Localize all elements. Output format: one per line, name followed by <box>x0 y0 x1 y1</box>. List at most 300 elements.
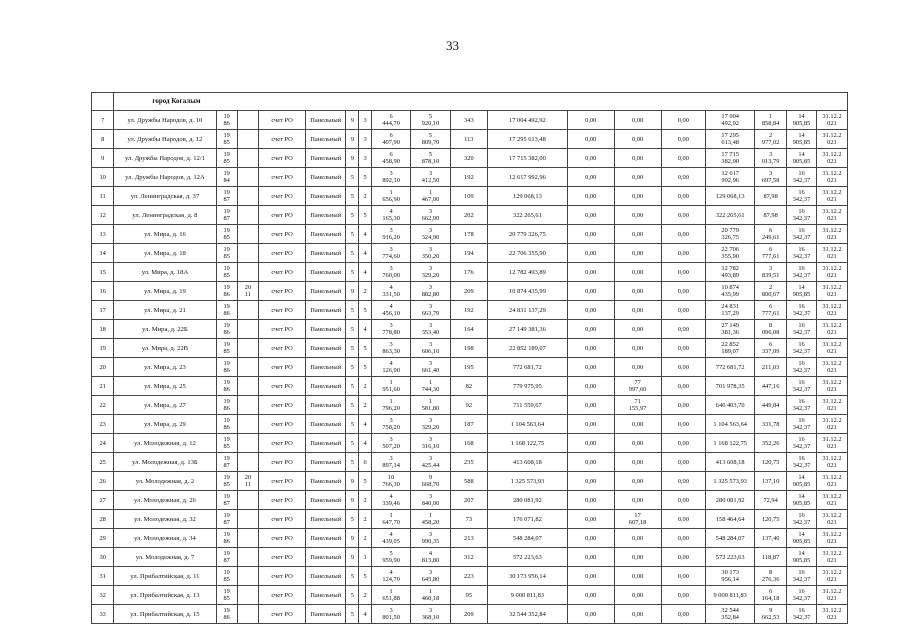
cell-address: ул. Мира, д. 27 <box>114 396 216 415</box>
cell-wall-material: Панельный <box>305 529 345 548</box>
cell-cost-per-sqm: 447,16 <box>755 377 787 396</box>
cell-living-area: 3 882,80 <box>411 282 450 301</box>
table-row <box>92 548 848 567</box>
cell-regional-funds: 0,00 <box>614 358 661 377</box>
cell-owner-funds: 30 173 956,14 <box>706 567 755 586</box>
table-row <box>92 263 848 282</box>
cell-federal-funds: 0,00 <box>567 301 614 320</box>
cell-owner-funds: 158 464,64 <box>706 510 755 529</box>
page-number: 33 <box>446 38 459 53</box>
table-row <box>92 472 848 491</box>
cell-floors: 5 <box>346 396 359 415</box>
cell-cost-per-sqm: 6 337,09 <box>755 339 787 358</box>
cell-wall-material: Панельный <box>305 320 345 339</box>
cell-address: ул. Мира, д. 25 <box>114 377 216 396</box>
cell-total-cost: 20 779 326,75 <box>487 225 567 244</box>
cell-entrances: 6 <box>359 453 372 472</box>
cell-regional-funds: 0,00 <box>614 339 661 358</box>
cell-entrances: 3 <box>359 111 372 130</box>
cell-total-area: 3 916,20 <box>371 225 410 244</box>
cell-wall-material: Панельный <box>305 301 345 320</box>
cell-year-built: 19 85 <box>216 149 237 168</box>
cell-max-cost-per-sqm: 16 342,37 <box>787 263 817 282</box>
cell-total-cost: 413 608,18 <box>487 453 567 472</box>
cell-wall-material: Панельный <box>305 111 345 130</box>
cell-total-cost: 27 149 381,36 <box>487 320 567 339</box>
table-row <box>92 282 848 301</box>
cell-entrances: 2 <box>359 491 372 510</box>
cell-regional-funds: 0,00 <box>614 282 661 301</box>
cell-total-area: 4 331,50 <box>371 282 410 301</box>
cell-regional-funds: 0,00 <box>614 320 661 339</box>
cell-floors: 5 <box>346 434 359 453</box>
table-row <box>92 244 848 263</box>
cell-total-cost: 12 782 493,89 <box>487 263 567 282</box>
table-row <box>92 586 848 605</box>
cell-owner-funds: 9 000 811,83 <box>706 586 755 605</box>
cell-local-funds: 0,00 <box>661 168 706 187</box>
cell-federal-funds: 0,00 <box>567 548 614 567</box>
cell-total-cost: 129 068,13 <box>487 187 567 206</box>
cell-cost-per-sqm: 72,94 <box>755 491 787 510</box>
cell-completion-date: 31.12.2 021 <box>816 225 847 244</box>
cell-address: ул. Мира, д. 19 <box>114 282 216 301</box>
cell-wall-material: Панельный <box>305 605 345 624</box>
cell-year-commissioned: 20 11 <box>237 472 258 491</box>
table-row <box>92 510 848 529</box>
cell-floors: 5 <box>346 301 359 320</box>
cell-max-cost-per-sqm: 16 342,37 <box>787 225 817 244</box>
cell-fund-method: счет РО <box>259 168 306 187</box>
cell-row-number: 30 <box>92 548 114 567</box>
cell-federal-funds: 0,00 <box>567 187 614 206</box>
cell-row-number: 26 <box>92 472 114 491</box>
cell-floors: 5 <box>346 225 359 244</box>
cell-owner-funds: 24 831 137,29 <box>706 301 755 320</box>
cell-wall-material: Панельный <box>305 244 345 263</box>
cell-address: ул. Прибалтийская, д. 13 <box>114 586 216 605</box>
cell-residents: 164 <box>450 320 487 339</box>
cell-regional-funds: 0,00 <box>614 567 661 586</box>
cell-fund-method: счет РО <box>259 605 306 624</box>
cell-living-area: 4 813,80 <box>411 548 450 567</box>
cell-wall-material: Панельный <box>305 491 345 510</box>
buildings-table <box>91 92 848 624</box>
cell-total-area: 3 774,60 <box>371 244 410 263</box>
cell-local-funds: 0,00 <box>661 377 706 396</box>
cell-total-area: 10 766,30 <box>371 472 410 491</box>
cell-federal-funds: 0,00 <box>567 510 614 529</box>
cell-federal-funds: 0,00 <box>567 225 614 244</box>
cell-year-commissioned <box>237 111 258 130</box>
cell-residents: 213 <box>450 529 487 548</box>
cell-entrances: 5 <box>359 339 372 358</box>
cell-floors: 5 <box>346 263 359 282</box>
cell-completion-date: 31.12.2 021 <box>816 130 847 149</box>
cell-year-commissioned <box>237 567 258 586</box>
cell-wall-material: Панельный <box>305 567 345 586</box>
cell-local-funds: 0,00 <box>661 301 706 320</box>
cell-address: ул. Молодежная, д. 12 <box>114 434 216 453</box>
cell-max-cost-per-sqm: 14 905,85 <box>787 491 817 510</box>
cell-row-number: 29 <box>92 529 114 548</box>
cell-completion-date: 31.12.2 021 <box>816 396 847 415</box>
cell-total-cost: 548 284,07 <box>487 529 567 548</box>
cell-fund-method: счет РО <box>259 472 306 491</box>
cell-entrances: 3 <box>359 130 372 149</box>
cell-local-funds: 0,00 <box>661 149 706 168</box>
cell-total-area: 1 656,90 <box>371 187 410 206</box>
table-row <box>92 605 848 624</box>
cell-address: ул. Дружбы Народов, д. 12А <box>114 168 216 187</box>
cell-total-area: 4 165,30 <box>371 206 410 225</box>
cell-address: ул. Мира, д. 16 <box>114 225 216 244</box>
cell-regional-funds: 77 997,60 <box>614 377 661 396</box>
cell-federal-funds: 0,00 <box>567 282 614 301</box>
cell-row-number: 31 <box>92 567 114 586</box>
cell-total-area: 4 439,05 <box>371 529 410 548</box>
cell-entrances: 4 <box>359 605 372 624</box>
cell-regional-funds: 0,00 <box>614 301 661 320</box>
cell-owner-funds: 12 617 992,96 <box>706 168 755 187</box>
cell-cost-per-sqm: 1 858,84 <box>755 111 787 130</box>
cell-fund-method: счет РО <box>259 301 306 320</box>
cell-wall-material: Панельный <box>305 339 345 358</box>
cell-entrances: 2 <box>359 510 372 529</box>
cell-local-funds: 0,00 <box>661 111 706 130</box>
cell-owner-funds: 322 265,61 <box>706 206 755 225</box>
table-row <box>92 491 848 510</box>
cell-floors: 5 <box>346 244 359 263</box>
cell-living-area: 3 412,50 <box>411 168 450 187</box>
cell-year-built: 19 86 <box>216 529 237 548</box>
cell-residents: 192 <box>450 301 487 320</box>
cell-completion-date: 31.12.2 021 <box>816 301 847 320</box>
cell-fund-method: счет РО <box>259 586 306 605</box>
cell-cost-per-sqm: 352,26 <box>755 434 787 453</box>
cell-regional-funds: 0,00 <box>614 263 661 282</box>
cell-fund-method: счет РО <box>259 396 306 415</box>
cell-max-cost-per-sqm: 16 342,37 <box>787 377 817 396</box>
cell-owner-funds: 32 544 352,84 <box>706 605 755 624</box>
cell-row-number: 11 <box>92 187 114 206</box>
cell-local-funds: 0,00 <box>661 206 706 225</box>
cell-year-commissioned <box>237 301 258 320</box>
cell-federal-funds: 0,00 <box>567 377 614 396</box>
cell-federal-funds: 0,00 <box>567 472 614 491</box>
cell-total-cost: 9 000 811,83 <box>487 586 567 605</box>
cell-floors: 5 <box>346 339 359 358</box>
cell-total-area: 4 124,70 <box>371 567 410 586</box>
cell-total-area: 3 863,30 <box>371 339 410 358</box>
cell-local-funds: 0,00 <box>661 225 706 244</box>
cell-fund-method: счет РО <box>259 149 306 168</box>
cell-year-commissioned <box>237 187 258 206</box>
cell-address: ул. Прибалтийская, д. 11 <box>114 567 216 586</box>
cell-completion-date: 31.12.2 021 <box>816 187 847 206</box>
cell-living-area: 3 350,20 <box>411 244 450 263</box>
cell-row-number: 33 <box>92 605 114 624</box>
cell-entrances: 1 <box>359 548 372 567</box>
cell-address: ул. Мира, д. 22Б <box>114 320 216 339</box>
cell-completion-date: 31.12.2 021 <box>816 529 847 548</box>
cell-floors: 5 <box>346 567 359 586</box>
cell-floors: 9 <box>346 548 359 567</box>
cell-owner-funds: 17 715 382,00 <box>706 149 755 168</box>
cell-year-built: 19 87 <box>216 548 237 567</box>
cell-total-cost: 30 173 956,14 <box>487 567 567 586</box>
cell-cost-per-sqm: 449,84 <box>755 396 787 415</box>
cell-total-area: 3 897,14 <box>371 453 410 472</box>
cell-entrances: 2 <box>359 377 372 396</box>
cell-total-cost: 176 071,82 <box>487 510 567 529</box>
cell-max-cost-per-sqm: 14 905,85 <box>787 149 817 168</box>
cell-total-cost: 572 223,63 <box>487 548 567 567</box>
cell-max-cost-per-sqm: 16 342,37 <box>787 605 817 624</box>
cell-max-cost-per-sqm: 14 905,85 <box>787 472 817 491</box>
cell-wall-material: Панельный <box>305 586 345 605</box>
cell-completion-date: 31.12.2 021 <box>816 168 847 187</box>
cell-cost-per-sqm: 3 839,51 <box>755 263 787 282</box>
cell-total-cost: 280 081,92 <box>487 491 567 510</box>
cell-row-number: 15 <box>92 263 114 282</box>
cell-floors: 5 <box>346 206 359 225</box>
cell-wall-material: Панельный <box>305 358 345 377</box>
cell-cost-per-sqm: 8 096,08 <box>755 320 787 339</box>
cell-total-area: 3 760,00 <box>371 263 410 282</box>
cell-year-commissioned <box>237 320 258 339</box>
cell-living-area: 1 581,80 <box>411 396 450 415</box>
table-row <box>92 111 848 130</box>
cell-federal-funds: 0,00 <box>567 358 614 377</box>
cell-max-cost-per-sqm: 16 342,37 <box>787 586 817 605</box>
cell-total-cost: 22 852 189,07 <box>487 339 567 358</box>
cell-fund-method: счет РО <box>259 491 306 510</box>
cell-owner-funds: 772 681,72 <box>706 358 755 377</box>
cell-living-area: 3 329,20 <box>411 263 450 282</box>
cell-living-area: 3 353,40 <box>411 320 450 339</box>
cell-max-cost-per-sqm: 16 342,37 <box>787 206 817 225</box>
cell-federal-funds: 0,00 <box>567 567 614 586</box>
cell-address: ул. Мира, д. 29 <box>114 415 216 434</box>
cell-wall-material: Панельный <box>305 453 345 472</box>
cell-living-area: 1 458,20 <box>411 510 450 529</box>
cell-address: ул. Мира, д. 23 <box>114 358 216 377</box>
cell-wall-material: Панельный <box>305 548 345 567</box>
cell-fund-method: счет РО <box>259 320 306 339</box>
cell-residents: 343 <box>450 111 487 130</box>
cell-year-commissioned <box>237 529 258 548</box>
cell-cost-per-sqm: 87,98 <box>755 187 787 206</box>
cell-residents: 73 <box>450 510 487 529</box>
cell-year-commissioned <box>237 396 258 415</box>
cell-cost-per-sqm: 6 164,18 <box>755 586 787 605</box>
cell-year-commissioned <box>237 149 258 168</box>
cell-owner-funds: 640 403,70 <box>706 396 755 415</box>
cell-local-funds: 0,00 <box>661 586 706 605</box>
cell-row-number: 18 <box>92 320 114 339</box>
cell-residents: 95 <box>450 586 487 605</box>
cell-year-commissioned <box>237 206 258 225</box>
cell-year-built: 19 86 <box>216 282 237 301</box>
cell-residents: 92 <box>450 396 487 415</box>
cell-year-commissioned: 20 11 <box>237 282 258 301</box>
cell-address: ул. Дружбы Народов, д. 12/1 <box>114 149 216 168</box>
cell-floors: 5 <box>346 320 359 339</box>
cell-row-number: 7 <box>92 111 114 130</box>
cell-cost-per-sqm: 2 800,67 <box>755 282 787 301</box>
cell-max-cost-per-sqm: 14 905,85 <box>787 529 817 548</box>
cell-max-cost-per-sqm: 16 342,37 <box>787 301 817 320</box>
cell-row-number: 13 <box>92 225 114 244</box>
cell-owner-funds: 413 608,18 <box>706 453 755 472</box>
cell-cost-per-sqm: 118,87 <box>755 548 787 567</box>
cell-local-funds: 0,00 <box>661 453 706 472</box>
cell-completion-date: 31.12.2 021 <box>816 206 847 225</box>
table-row <box>92 149 848 168</box>
cell-year-commissioned <box>237 586 258 605</box>
cell-year-built: 19 85 <box>216 225 237 244</box>
cell-fund-method: счет РО <box>259 510 306 529</box>
cell-completion-date: 31.12.2 021 <box>816 377 847 396</box>
cell-row-number: 28 <box>92 510 114 529</box>
cell-wall-material: Панельный <box>305 415 345 434</box>
cell-max-cost-per-sqm: 14 905,85 <box>787 111 817 130</box>
cell-max-cost-per-sqm: 16 342,37 <box>787 358 817 377</box>
cell-residents: 178 <box>450 225 487 244</box>
cell-owner-funds: 17 295 613,48 <box>706 130 755 149</box>
cell-residents: 192 <box>450 168 487 187</box>
cell-floors: 5 <box>346 168 359 187</box>
cell-total-area: 1 796,20 <box>371 396 410 415</box>
cell-fund-method: счет РО <box>259 415 306 434</box>
cell-wall-material: Панельный <box>305 434 345 453</box>
cell-total-cost: 711 559,67 <box>487 396 567 415</box>
cell-residents: 235 <box>450 453 487 472</box>
cell-living-area: 3 990,35 <box>411 529 450 548</box>
cell-fund-method: счет РО <box>259 282 306 301</box>
cell-completion-date: 31.12.2 021 <box>816 339 847 358</box>
cell-local-funds: 0,00 <box>661 415 706 434</box>
cell-completion-date: 31.12.2 021 <box>816 548 847 567</box>
cell-year-built: 19 87 <box>216 206 237 225</box>
cell-max-cost-per-sqm: 16 342,37 <box>787 168 817 187</box>
cell-total-area: 3 892,10 <box>371 168 410 187</box>
cell-owner-funds: 1 104 563,64 <box>706 415 755 434</box>
cell-residents: 202 <box>450 206 487 225</box>
cell-total-area: 3 758,20 <box>371 415 410 434</box>
cell-regional-funds: 0,00 <box>614 149 661 168</box>
table-row <box>92 301 848 320</box>
cell-owner-funds: 1 168 122,75 <box>706 434 755 453</box>
city-name: город Когалым <box>114 93 848 111</box>
cell-address: ул. Молодежная, д. 13Б <box>114 453 216 472</box>
cell-cost-per-sqm: 8 276,36 <box>755 567 787 586</box>
cell-cost-per-sqm: 137,10 <box>755 472 787 491</box>
cell-regional-funds: 0,00 <box>614 453 661 472</box>
cell-row-number: 22 <box>92 396 114 415</box>
cell-federal-funds: 0,00 <box>567 130 614 149</box>
cell-year-built: 19 85 <box>216 263 237 282</box>
cell-max-cost-per-sqm: 14 905,85 <box>787 548 817 567</box>
cell-entrances: 5 <box>359 206 372 225</box>
cell-address: ул. Молодежная, д. 7 <box>114 548 216 567</box>
cell-fund-method: счет РО <box>259 453 306 472</box>
cell-year-built: 19 86 <box>216 358 237 377</box>
cell-local-funds: 0,00 <box>661 187 706 206</box>
cell-residents: 176 <box>450 263 487 282</box>
cell-cost-per-sqm: 3 697,58 <box>755 168 787 187</box>
table-row <box>92 130 848 149</box>
cell-completion-date: 31.12.2 021 <box>816 567 847 586</box>
cell-fund-method: счет РО <box>259 434 306 453</box>
cell-total-area: 6 458,90 <box>371 149 410 168</box>
cell-year-built: 19 86 <box>216 415 237 434</box>
cell-year-built: 19 87 <box>216 510 237 529</box>
cell-entrances: 3 <box>359 149 372 168</box>
cell-regional-funds: 71 155,97 <box>614 396 661 415</box>
cell-regional-funds: 0,00 <box>614 434 661 453</box>
cell-total-area: 6 444,70 <box>371 111 410 130</box>
cell-living-area: 3 840,00 <box>411 491 450 510</box>
cell-entrances: 5 <box>359 301 372 320</box>
cell-federal-funds: 0,00 <box>567 263 614 282</box>
cell-regional-funds: 0,00 <box>614 605 661 624</box>
cell-living-area: 1 744,30 <box>411 377 450 396</box>
cell-living-area: 3 662,90 <box>411 206 450 225</box>
cell-max-cost-per-sqm: 16 342,37 <box>787 434 817 453</box>
cell-total-cost: 772 681,72 <box>487 358 567 377</box>
cell-living-area: 5 878,10 <box>411 149 450 168</box>
cell-row-number: 23 <box>92 415 114 434</box>
cell-floors: 5 <box>346 453 359 472</box>
cell-local-funds: 0,00 <box>661 510 706 529</box>
cell-regional-funds: 0,00 <box>614 130 661 149</box>
cell-fund-method: счет РО <box>259 206 306 225</box>
cell-year-commissioned <box>237 605 258 624</box>
cell-living-area: 3 368,10 <box>411 605 450 624</box>
cell-living-area: 5 920,10 <box>411 111 450 130</box>
cell-max-cost-per-sqm: 16 342,37 <box>787 187 817 206</box>
cell-cost-per-sqm: 120,75 <box>755 453 787 472</box>
cell-total-area: 1 651,88 <box>371 586 410 605</box>
cell-floors: 9 <box>346 149 359 168</box>
cell-local-funds: 0,00 <box>661 605 706 624</box>
cell-row-number: 21 <box>92 377 114 396</box>
cell-wall-material: Панельный <box>305 510 345 529</box>
cell-total-cost: 22 706 355,90 <box>487 244 567 263</box>
table-row <box>92 358 848 377</box>
cell-entrances: 2 <box>359 396 372 415</box>
cell-completion-date: 31.12.2 021 <box>816 434 847 453</box>
cell-total-area: 5 959,90 <box>371 548 410 567</box>
cell-entrances: 2 <box>359 187 372 206</box>
cell-owner-funds: 22 706 355,90 <box>706 244 755 263</box>
cell-cost-per-sqm: 6 777,61 <box>755 244 787 263</box>
cell-residents: 187 <box>450 415 487 434</box>
cell-residents: 113 <box>450 130 487 149</box>
cell-fund-method: счет РО <box>259 339 306 358</box>
cell-year-commissioned <box>237 510 258 529</box>
cell-total-cost: 1 325 573,93 <box>487 472 567 491</box>
cell-owner-funds: 1 325 573,93 <box>706 472 755 491</box>
cell-floors: 9 <box>346 491 359 510</box>
cell-entrances: 4 <box>359 244 372 263</box>
cell-year-commissioned <box>237 339 258 358</box>
cell-owner-funds: 548 284,07 <box>706 529 755 548</box>
table-row <box>92 453 848 472</box>
cell-fund-method: счет РО <box>259 244 306 263</box>
